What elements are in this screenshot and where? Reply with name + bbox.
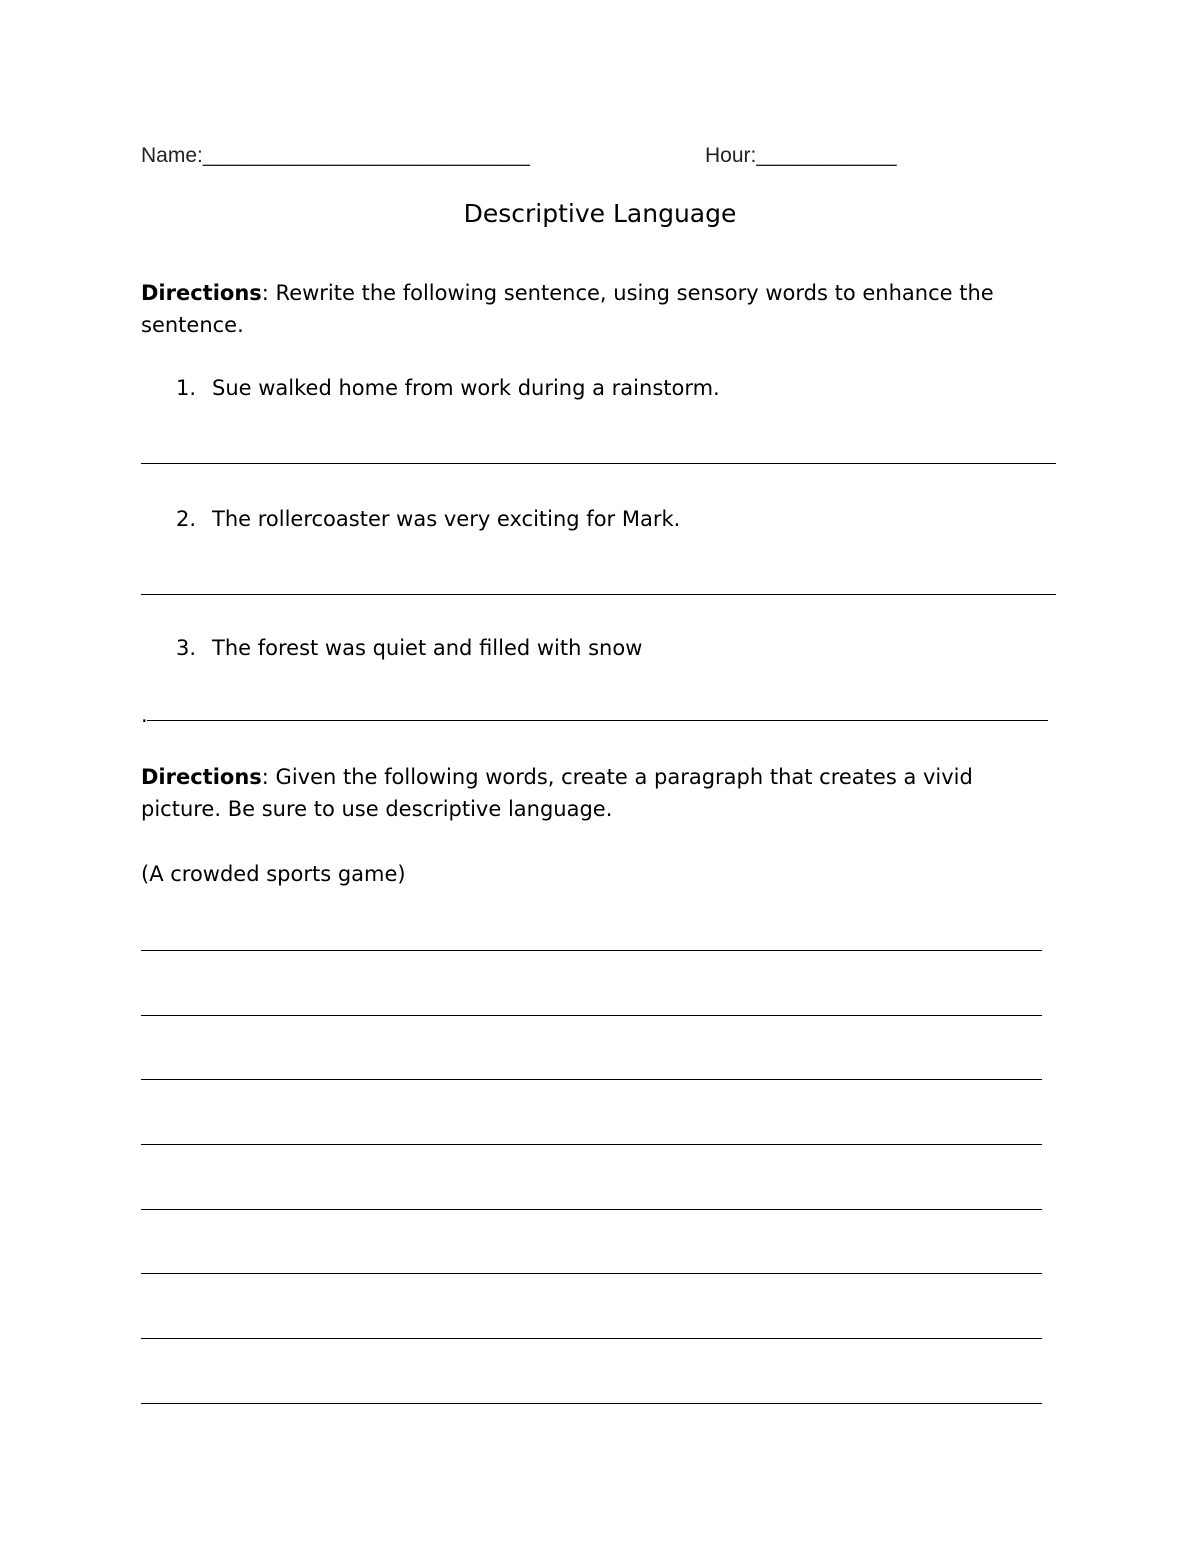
name-field	[141, 144, 530, 168]
directions-2-text: : Given the following words, create a paragraph that creates a vivid	[261, 765, 973, 789]
directions-1-text: : Rewrite the following sentence, using sensory words to enhance the	[261, 281, 994, 305]
paragraph-line[interactable]	[141, 1403, 1042, 1404]
paragraph-line[interactable]	[141, 1209, 1042, 1210]
item-2-text: The rollercoaster was very exciting for Mark.	[212, 507, 681, 531]
hour-blank[interactable]: ____________	[756, 144, 897, 167]
paragraph-prompt: (A crowded sports game)	[141, 862, 406, 886]
name-label: Name:	[141, 144, 203, 167]
page-title: Descriptive Language	[463, 199, 737, 228]
item-1-text: Sue walked home from work during a rainstorm.	[212, 376, 720, 400]
answer-line-3[interactable]	[147, 720, 1048, 721]
paragraph-line[interactable]	[141, 1273, 1042, 1274]
item-3-trailing-period: .	[141, 703, 148, 727]
directions-1	[141, 277, 994, 309]
item-2-number: 2.	[176, 507, 197, 531]
item-1-number: 1.	[176, 376, 197, 400]
hour-field	[705, 144, 897, 168]
answer-line-1[interactable]	[141, 463, 1056, 464]
name-blank[interactable]: ____________________________	[202, 144, 530, 167]
answer-line-2[interactable]	[141, 594, 1056, 595]
directions-2-line2: picture. Be sure to use descriptive language.	[141, 797, 613, 821]
directions-2	[141, 761, 973, 793]
paragraph-line[interactable]	[141, 1015, 1042, 1016]
item-3-number: 3.	[176, 636, 197, 660]
paragraph-line[interactable]	[141, 1338, 1042, 1339]
directions-1-line2: sentence.	[141, 313, 244, 337]
directions-1-label: Directions	[141, 281, 262, 305]
paragraph-line[interactable]	[141, 950, 1042, 951]
paragraph-line[interactable]	[141, 1079, 1042, 1080]
directions-2-label: Directions	[141, 765, 262, 789]
hour-label: Hour:	[705, 144, 757, 167]
item-3-text: The forest was quiet and filled with snow	[212, 636, 643, 660]
paragraph-line[interactable]	[141, 1144, 1042, 1145]
